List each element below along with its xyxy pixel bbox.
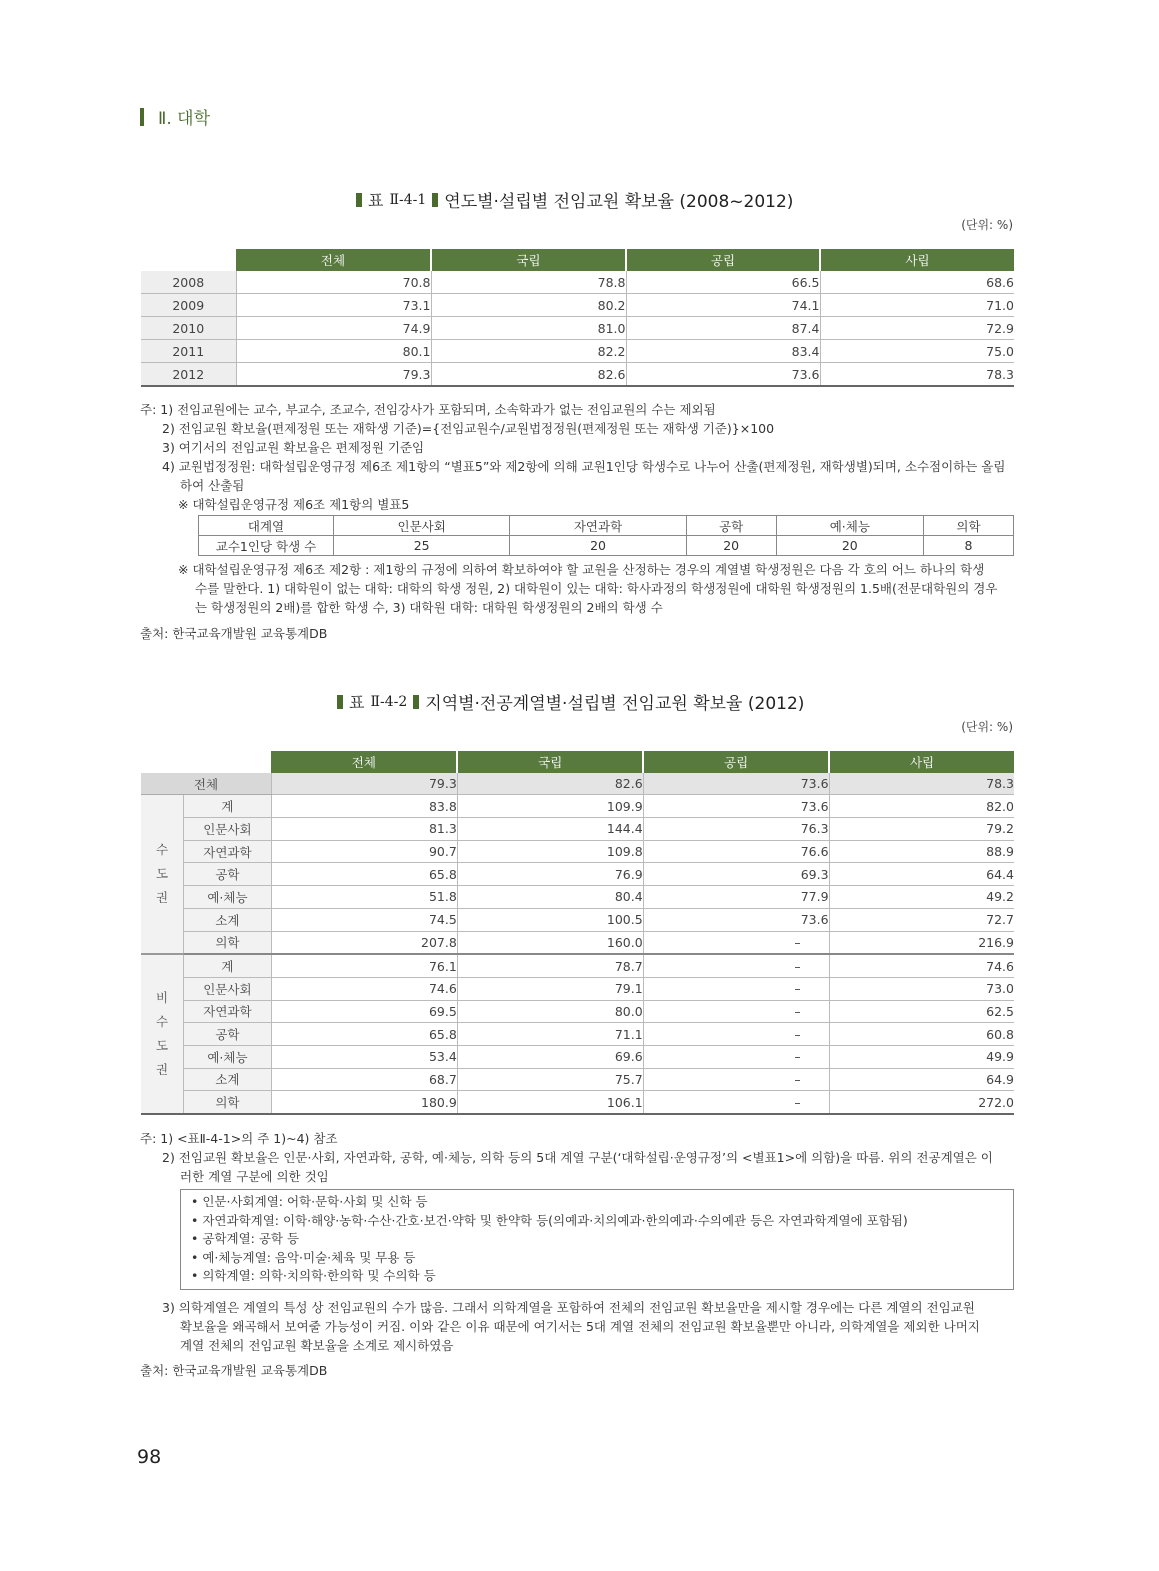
cell: 79.3 — [271, 773, 457, 795]
cell: 78.3 — [829, 773, 1014, 795]
cell: 66.5 — [626, 271, 820, 294]
cell: 78.7 — [457, 954, 643, 977]
cell: – — [643, 1045, 829, 1068]
cell: 74.6 — [271, 977, 457, 1000]
row-label: 전체 — [141, 773, 271, 795]
cell: 69.5 — [271, 1000, 457, 1023]
table2-notes — [140, 1129, 993, 1186]
cell: 65.8 — [271, 863, 457, 886]
cell: 75.0 — [820, 340, 1014, 363]
section-marker — [140, 108, 144, 126]
cell: 79.3 — [236, 363, 431, 387]
table-title-text: 지역별·전공계열별·설립별 전임교원 확보율 (2012) — [425, 694, 805, 714]
table2-source: 출처: 한국교육개발원 교육통계DB — [140, 1363, 328, 1378]
cell: 73.6 — [643, 795, 829, 818]
column-header: 사립 — [829, 751, 1014, 773]
cell: 78.3 — [820, 363, 1014, 387]
title-marker-right — [413, 695, 419, 709]
cell: 53.4 — [271, 1045, 457, 1068]
table-row — [141, 908, 1014, 931]
column-header: 전체 — [236, 249, 431, 271]
note-line: 하여 산출됨 — [180, 478, 245, 493]
cell: 81.0 — [431, 317, 626, 340]
row-label: 계 — [183, 954, 271, 977]
cell: 60.8 — [829, 1023, 1014, 1046]
cell: 83.4 — [626, 340, 820, 363]
subtable-cell: 8 — [923, 536, 1013, 556]
cell: – — [643, 1068, 829, 1091]
row-label: 2008 — [141, 271, 236, 294]
cell: 100.5 — [457, 908, 643, 931]
table-row — [141, 840, 1014, 863]
cell: 76.1 — [271, 954, 457, 977]
cell: 109.9 — [457, 795, 643, 818]
cell: 51.8 — [271, 886, 457, 909]
cell: 49.2 — [829, 886, 1014, 909]
subtable-cell: 25 — [334, 536, 510, 556]
column-header: 사립 — [820, 249, 1014, 271]
section-header — [140, 104, 210, 129]
row-label: 공학 — [183, 1023, 271, 1046]
cell: 82.2 — [431, 340, 626, 363]
note-line: 4) 교원법정정원: 대학설립운영규정 제6조 제1항의 “별표5”와 제2항에 의해 교원1인당 학생수로 나누어 산출(편제정원, 재학생별)되며, 소수점이하는 올림 — [162, 459, 1006, 474]
cell: 82.6 — [457, 773, 643, 795]
subtable-header: 예·체능 — [776, 516, 923, 536]
cell: 74.9 — [236, 317, 431, 340]
column-header: 국립 — [457, 751, 643, 773]
table-row — [141, 977, 1014, 1000]
cell: – — [643, 954, 829, 977]
table-row — [141, 1045, 1014, 1068]
cell: 76.6 — [643, 840, 829, 863]
cell: 76.9 — [457, 863, 643, 886]
cell: 68.6 — [820, 271, 1014, 294]
table2-title — [337, 689, 804, 714]
table-row — [141, 1091, 1014, 1114]
cell: 69.6 — [457, 1045, 643, 1068]
table-row — [141, 954, 1014, 977]
table1-title — [356, 187, 793, 212]
cell: 80.0 — [457, 1000, 643, 1023]
cell: 144.4 — [457, 818, 643, 841]
box-line: • 예·체능계열: 음악·미술·체육 및 무용 등 — [191, 1249, 416, 1265]
cell: 77.9 — [643, 886, 829, 909]
table-row — [141, 271, 1014, 294]
table-marker-label: 표 — [349, 693, 365, 712]
cell: 74.6 — [829, 954, 1014, 977]
note-line: 주: 1) <표Ⅱ-4-1>의 주 1)~4) 참조 — [140, 1131, 338, 1146]
table-row — [141, 795, 1014, 818]
cell: 74.5 — [271, 908, 457, 931]
cell: 69.3 — [643, 863, 829, 886]
table2-header-row — [141, 751, 1014, 773]
region-char: 수 — [155, 842, 169, 858]
cell: 160.0 — [457, 931, 643, 954]
table1-header-row — [141, 249, 1014, 271]
note-line: 계열 전체의 전임교원 확보율을 소계로 제시하였음 — [180, 1338, 454, 1353]
empty-corner — [141, 249, 236, 271]
note-line: 러한 계열 구분에 의한 것임 — [180, 1169, 329, 1184]
title-marker-left — [356, 193, 362, 207]
column-header: 공립 — [643, 751, 829, 773]
table-row — [141, 1000, 1014, 1023]
title-marker-left — [337, 695, 343, 709]
region-char: 도 — [155, 866, 169, 882]
note-line: 3) 의학계열은 계열의 특성 상 전임교원의 수가 많음. 그래서 의학계열을 포함하여 전체의 전임교원 확보율만을 제시할 경우에는 다른 계열의 전임교원 — [162, 1300, 975, 1315]
table-row — [141, 1068, 1014, 1091]
subtable-header: 의학 — [923, 516, 1013, 536]
subtable-header: 대계열 — [199, 516, 334, 536]
note-line: 3) 여기서의 전임교원 확보율은 편제정원 기준임 — [162, 440, 425, 455]
cell: – — [643, 1023, 829, 1046]
empty-corner — [141, 751, 271, 773]
staff-ratio-table — [198, 515, 1014, 556]
note-line: ※ 대학설립운영규정 제6조 제1항의 별표5 — [178, 497, 410, 512]
box-line: • 인문·사회계열: 어학·문학·사회 및 신학 등 — [191, 1194, 428, 1209]
cell: 88.9 — [829, 840, 1014, 863]
table1-source: 출처: 한국교육개발원 교육통계DB — [140, 626, 328, 641]
table2-notes-3 — [162, 1298, 980, 1355]
table-number: Ⅱ-4-1 — [389, 191, 427, 208]
row-label: 공학 — [183, 863, 271, 886]
table-row — [141, 886, 1014, 909]
cell: 109.8 — [457, 840, 643, 863]
region-char: 비 — [155, 990, 169, 1006]
note-line: 수를 말한다. 1) 대학원이 없는 대학: 대학의 학생 정원, 2) 대학원이 있는 대학: 학사과정의 학생정원에 대학원 학생정원의 1.5배(전문대학원의 경우 — [195, 581, 998, 596]
region-label-non-capital — [141, 954, 183, 1114]
subtable-row — [199, 536, 1014, 556]
cell: 64.4 — [829, 863, 1014, 886]
subtable-cell: 20 — [686, 536, 776, 556]
table1 — [141, 249, 1014, 387]
column-header: 전체 — [271, 751, 457, 773]
cell: 80.2 — [431, 294, 626, 317]
cell: 78.8 — [431, 271, 626, 294]
table1-notes — [140, 400, 1005, 514]
cell: 70.8 — [236, 271, 431, 294]
table-number: Ⅱ-4-2 — [370, 693, 408, 710]
box-line: • 의학계열: 의학·치의학·한의학 및 수의학 등 — [191, 1268, 436, 1283]
cell: 80.1 — [236, 340, 431, 363]
subtable-cell: 20 — [510, 536, 686, 556]
cell: 82.0 — [829, 795, 1014, 818]
note-line: 2) 전임교원 확보율(편제정원 또는 재학생 기준)={전임교원수/교원법정정원(편제정원 또는 재학생 기준)}×100 — [162, 421, 775, 436]
cell: 74.1 — [626, 294, 820, 317]
cell: 73.6 — [626, 363, 820, 387]
note-line: 확보율을 왜곡해서 보여줄 가능성이 커짐. 이와 같은 이유 때문에 여기서는 5대 계열 전체의 전임교원 확보율뿐만 아니라, 의학계열을 제외한 나머지 — [180, 1319, 980, 1334]
box-line: • 자연과학계열: 이학·해양·농학·수산·간호·보건·약학 및 한약학 등(의예과·치의예과·한의예과·수의예관 등은 자연과학계열에 포함됨) — [191, 1212, 908, 1228]
cell: 82.6 — [431, 363, 626, 387]
column-header: 공립 — [626, 249, 820, 271]
table-title-text: 연도별·설립별 전임교원 확보율 (2008~2012) — [444, 192, 794, 212]
row-label: 소계 — [183, 908, 271, 931]
cell: – — [643, 1091, 829, 1114]
cell: 216.9 — [829, 931, 1014, 954]
table-row — [141, 294, 1014, 317]
page-number: 98 — [137, 1446, 162, 1468]
cell: 75.7 — [457, 1068, 643, 1091]
cell: 73.1 — [236, 294, 431, 317]
cell: 73.0 — [829, 977, 1014, 1000]
subtable-cell: 교수1인당 학생 수 — [199, 536, 334, 556]
table1-unit: (단위: %) — [961, 218, 1013, 232]
cell: 81.3 — [271, 818, 457, 841]
cell: 72.7 — [829, 908, 1014, 931]
table2 — [141, 751, 1014, 1115]
subtable-header-row — [199, 516, 1014, 536]
cell: 79.1 — [457, 977, 643, 1000]
cell: 87.4 — [626, 317, 820, 340]
row-label: 2012 — [141, 363, 236, 387]
region-char: 수 — [155, 1014, 169, 1030]
cell: 272.0 — [829, 1091, 1014, 1114]
row-label: 소계 — [183, 1068, 271, 1091]
row-label: 자연과학 — [183, 840, 271, 863]
cell: 49.9 — [829, 1045, 1014, 1068]
column-header: 국립 — [431, 249, 626, 271]
region-char: 도 — [155, 1038, 169, 1054]
cell: 76.3 — [643, 818, 829, 841]
cell: – — [643, 1000, 829, 1023]
cell: 71.1 — [457, 1023, 643, 1046]
subtable-header: 공학 — [686, 516, 776, 536]
note-line: 2) 전임교원 확보율은 인문·사회, 자연과학, 공학, 예·체능, 의학 등의 5대 계열 구분(‘대학설립·운영규정’의 <별표1>에 의함)을 따름. 위의 전공계열은 이 — [162, 1150, 993, 1165]
row-label: 2011 — [141, 340, 236, 363]
table-marker-label: 표 — [368, 191, 384, 210]
cell: 73.6 — [643, 908, 829, 931]
cell: 180.9 — [271, 1091, 457, 1114]
table-row — [141, 931, 1014, 954]
row-label: 의학 — [183, 1091, 271, 1114]
cell: 90.7 — [271, 840, 457, 863]
row-label: 의학 — [183, 931, 271, 954]
title-marker-right — [432, 193, 438, 207]
table1-notes-2 — [178, 560, 997, 617]
cell: 83.8 — [271, 795, 457, 818]
cell: – — [643, 931, 829, 954]
table2-unit: (단위: %) — [961, 720, 1013, 734]
cell: 72.9 — [820, 317, 1014, 340]
total-row — [141, 773, 1014, 795]
cell: – — [643, 977, 829, 1000]
row-label: 2010 — [141, 317, 236, 340]
cell: 73.6 — [643, 773, 829, 795]
note-line: ※ 대학설립운영규정 제6조 제2항 : 제1항의 규정에 의하여 확보하여야 할 교원을 산정하는 경우의 계열별 학생정원은 다음 각 호의 어느 하나의 학생 — [178, 562, 985, 577]
cell: 62.5 — [829, 1000, 1014, 1023]
field-classification-box — [180, 1189, 1014, 1290]
row-label: 인문사회 — [183, 818, 271, 841]
region-char: 권 — [155, 890, 169, 906]
subtable-header: 자연과학 — [510, 516, 686, 536]
section-title: Ⅱ. 대학 — [158, 109, 211, 129]
table-row — [141, 340, 1014, 363]
row-label: 예·체능 — [183, 886, 271, 909]
cell: 80.4 — [457, 886, 643, 909]
cell: 68.7 — [271, 1068, 457, 1091]
row-label: 인문사회 — [183, 977, 271, 1000]
row-label: 자연과학 — [183, 1000, 271, 1023]
table-row — [141, 818, 1014, 841]
cell: 106.1 — [457, 1091, 643, 1114]
subtable-header: 인문사회 — [334, 516, 510, 536]
table-row — [141, 1023, 1014, 1046]
cell: 207.8 — [271, 931, 457, 954]
cell: 64.9 — [829, 1068, 1014, 1091]
box-line: • 공학계열: 공학 등 — [191, 1231, 300, 1246]
table-row — [141, 317, 1014, 340]
table-row — [141, 363, 1014, 387]
row-label: 계 — [183, 795, 271, 818]
subtable-cell: 20 — [776, 536, 923, 556]
row-label: 2009 — [141, 294, 236, 317]
region-label-capital — [141, 795, 183, 954]
region-char: 권 — [155, 1062, 169, 1078]
note-line: 는 학생정원의 2배)를 합한 학생 수, 3) 대학원 대학: 대학원 학생정원의 2배의 학생 수 — [195, 600, 663, 615]
cell: 79.2 — [829, 818, 1014, 841]
note-line: 주: 1) 전임교원에는 교수, 부교수, 조교수, 전임강사가 포함되며, 소속학과가 없는 전임교원의 수는 제외됨 — [140, 402, 716, 417]
row-label: 예·체능 — [183, 1045, 271, 1068]
cell: 71.0 — [820, 294, 1014, 317]
table-row — [141, 863, 1014, 886]
cell: 65.8 — [271, 1023, 457, 1046]
